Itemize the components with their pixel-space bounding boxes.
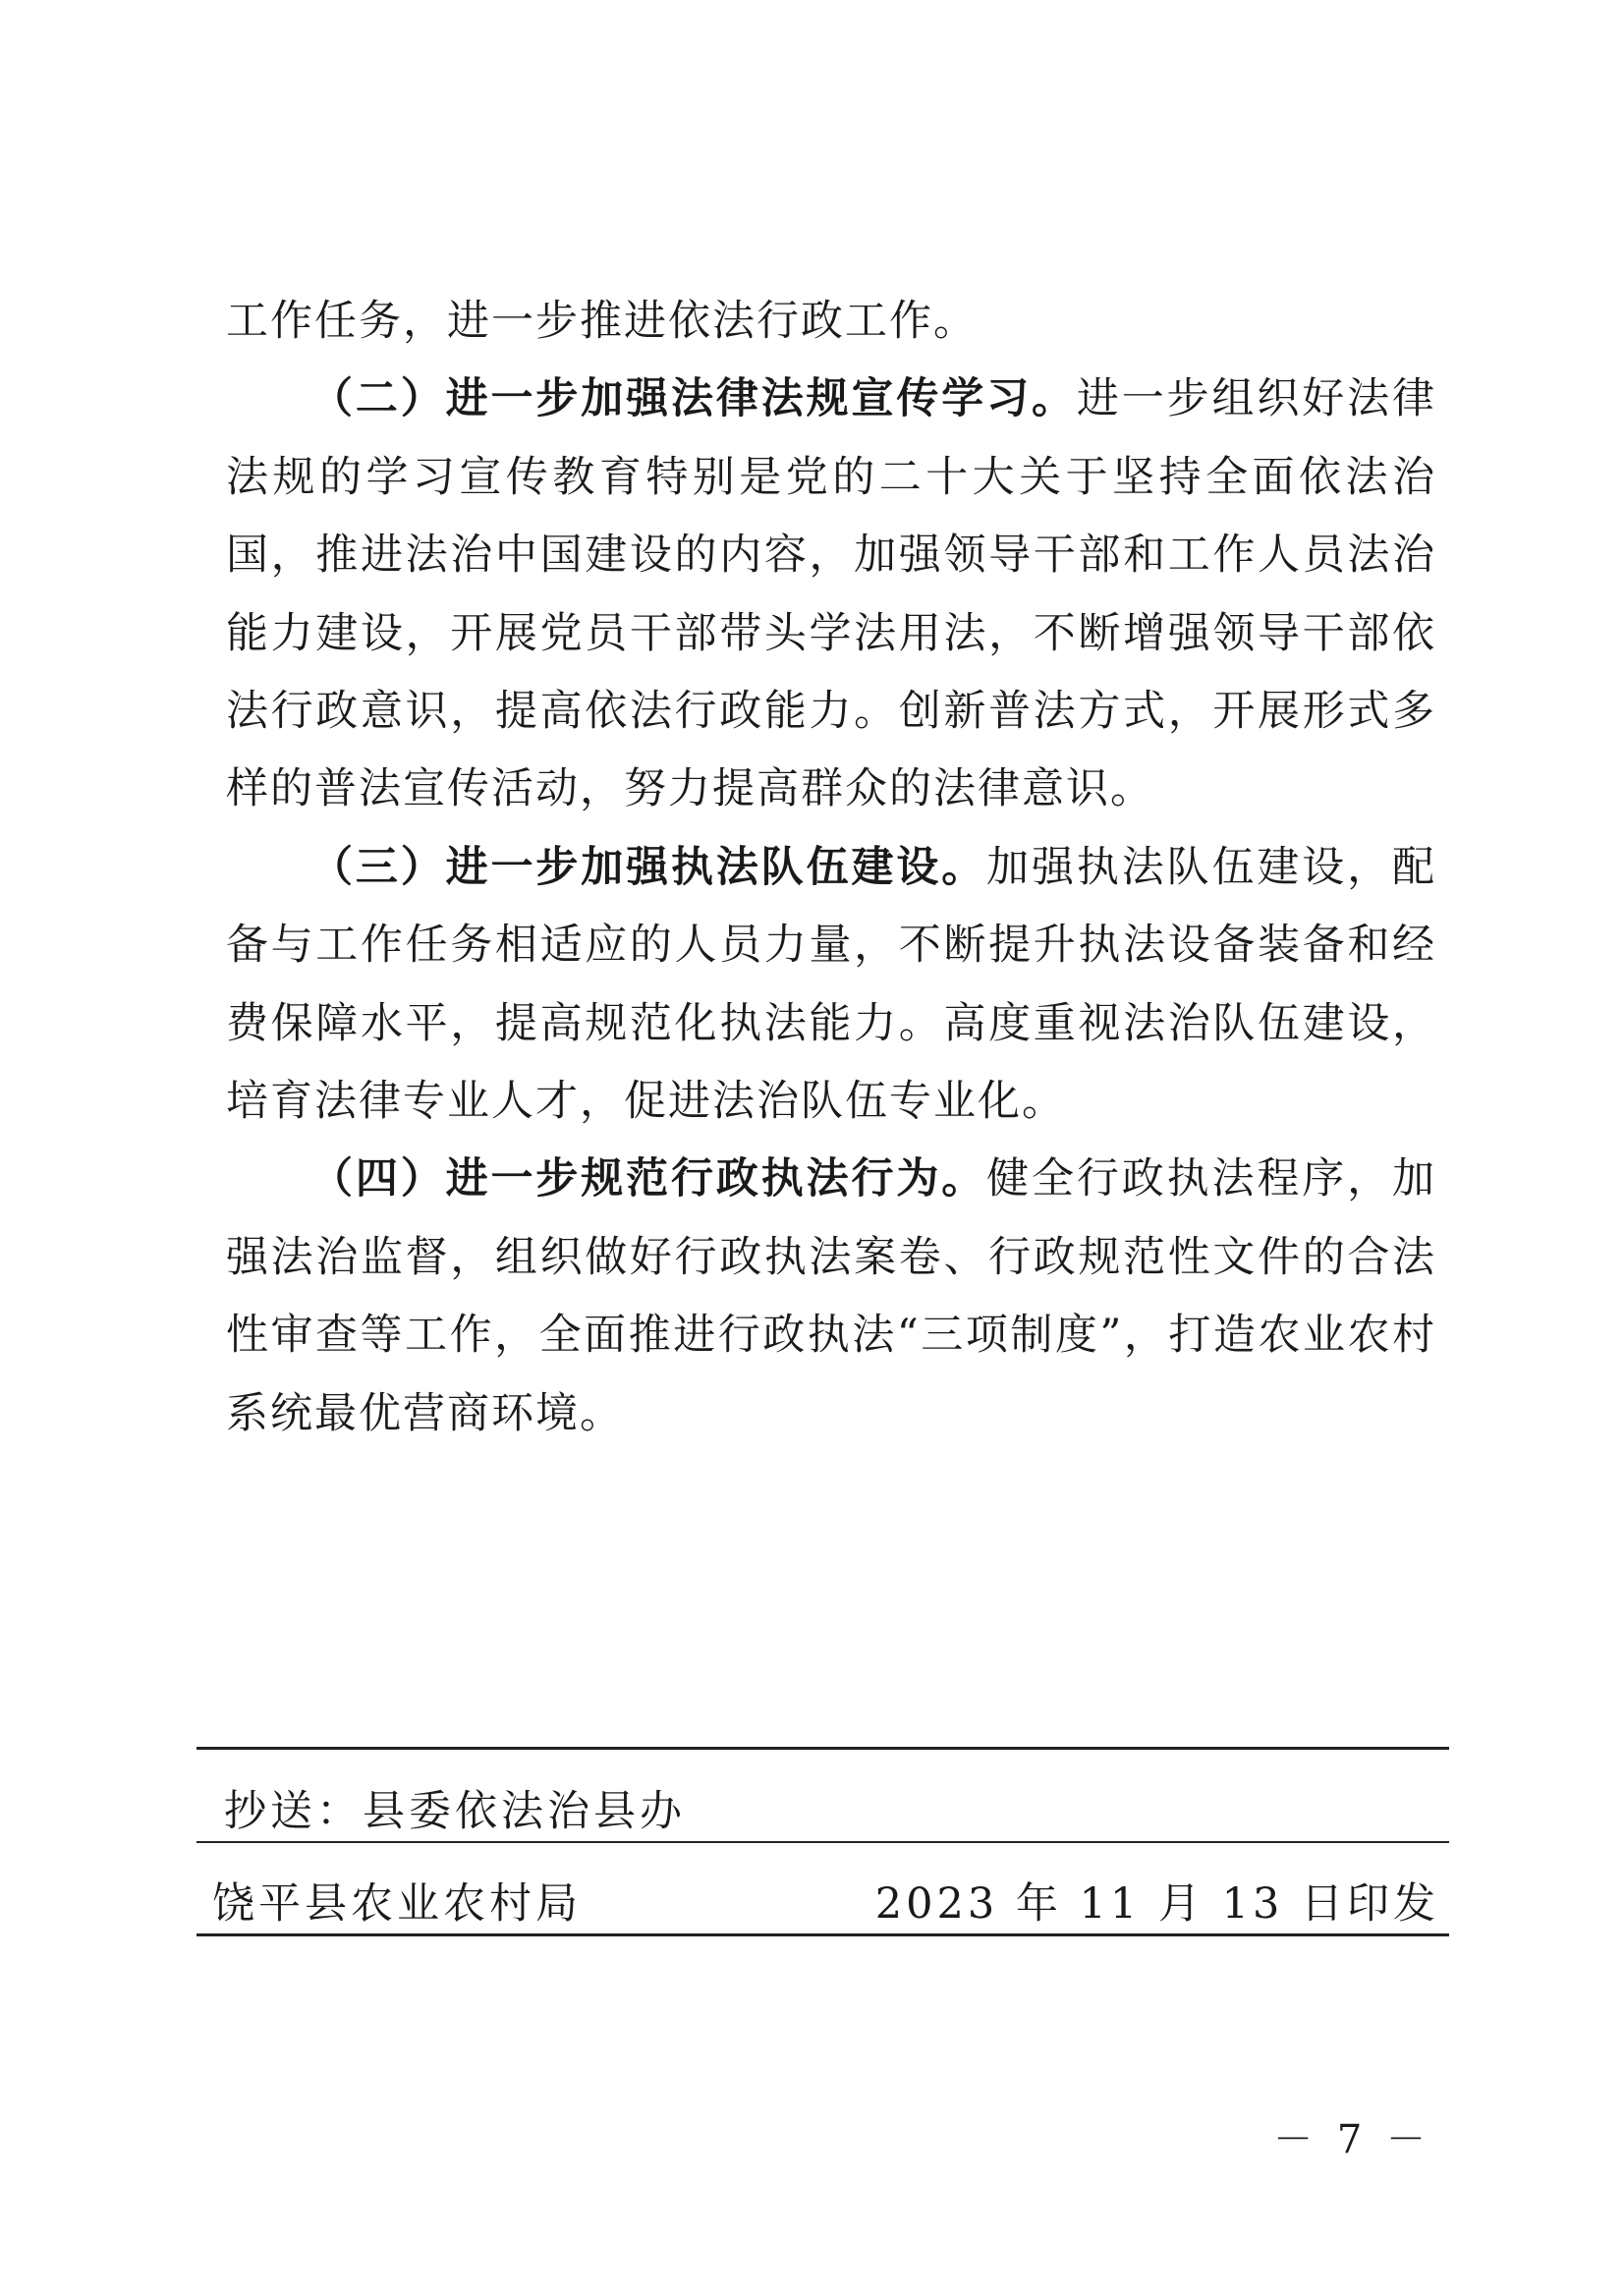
paragraph-continuation: 工作任务，进一步推进依法行政工作。 [226, 297, 978, 346]
cc-recipients: 抄送：县委依法治县办 [224, 1787, 686, 1836]
footer-bottom-rule [196, 1933, 1449, 1936]
paragraph-text: 进一步组织好法律法规的学习宣传教育特别是党的二十大关于坚持全面依法治国，推进法治中国建设的内容，加强领导干部和工作人员法治能力建设，开展党员干部带头学法用法，不断增强领导干部依法行政意识，提高依法行政能力。创新普法方式，开展形式多样的普法宣传活动，努力提高群众的法律意识。 [226, 374, 1436, 814]
paragraph-law-promotion [226, 361, 1436, 828]
issuing-authority: 饶平县农业农村局 [212, 1879, 582, 1929]
paragraph-heading: （三）进一步加强执法队伍建设。 [310, 842, 987, 892]
paragraph-heading: （四）进一步规范行政执法行为。 [310, 1154, 987, 1204]
paragraph-heading: （二）进一步加强法律法规宣传学习。 [310, 374, 1077, 424]
footer-top-rule [196, 1747, 1449, 1750]
paragraph-enforcement-team [226, 829, 1436, 1142]
document-body [226, 283, 1436, 1453]
footer-middle-rule [196, 1841, 1449, 1843]
issue-date: 2023 年 11 月 13 日印发 [874, 1879, 1439, 1929]
paragraph-enforcement-conduct [226, 1141, 1436, 1453]
paragraph-text: 健全行政执法程序，加强法治监督，组织做好行政执法案卷、行政规范性文件的合法性审查等工作，全面推进行政执法“三项制度”，打造农业农村系统最优营商环境。 [226, 1154, 1436, 1438]
page-number: － 7 － [1273, 2117, 1431, 2162]
paragraph-text: 加强执法队伍建设，配备与工作任务相适应的人员力量，不断提升执法设备装备和经费保障水平，提高规范化执法能力。高度重视法治队伍建设，培育法律专业人才，促进法治队伍专业化。 [226, 842, 1436, 1127]
